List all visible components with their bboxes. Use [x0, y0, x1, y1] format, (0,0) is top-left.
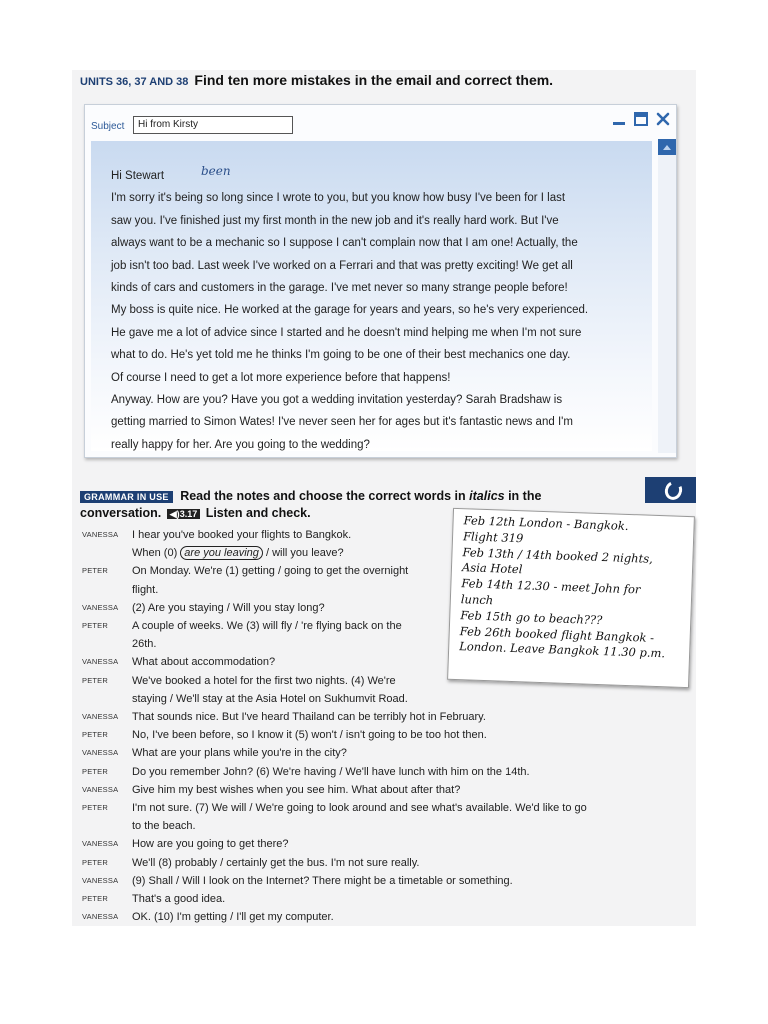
instruction-part-2: in the: [508, 489, 542, 503]
scrollbar[interactable]: [658, 139, 676, 453]
speaker-icon: ◀): [169, 509, 180, 519]
email-line: getting married to Simon Wates! I've never seen her for ages but it's fantastic news and I'm: [111, 416, 573, 429]
speaker-name: PETER: [82, 621, 109, 631]
dialogue-text: staying / We'll stay at the Asia Hotel on Sukhumvit Road.: [132, 692, 408, 705]
dialogue-text: What about accommodation?: [132, 656, 276, 669]
close-icon[interactable]: [656, 112, 670, 126]
dialogue-text: [132, 544, 452, 562]
refresh-icon: [662, 479, 684, 503]
instruction-part-4: Listen and check.: [205, 506, 311, 520]
dialogue-text: What are your plans while you're in the city?: [132, 747, 347, 760]
instruction-part-1: Read the notes and choose the correct words in: [180, 489, 466, 503]
instruction-part-3: conversation.: [80, 506, 162, 520]
minimize-icon[interactable]: [612, 112, 626, 126]
dialogue-text: OK. (10) I'm getting / I'll get my computer.: [132, 911, 334, 924]
dialogue-text: 26th.: [132, 638, 157, 651]
speaker-name: VANESSA: [82, 748, 119, 758]
dialogue-text: That sounds nice. But I've heard Thailand can be terribly hot in February.: [132, 711, 486, 724]
dialogue-text: I'm not sure. (7) We will / We're going to look around and see what's available. We'd like to go: [132, 802, 587, 815]
subject-row: [85, 105, 676, 145]
dialogue-line: [82, 781, 642, 799]
note-line: Feb 12th London - Bangkok.: [463, 513, 629, 533]
instruction-italic: italics: [469, 489, 505, 503]
units-label: UNITS 36, 37 AND 38: [80, 76, 189, 88]
exercise-heading: [80, 72, 690, 88]
dialogue-text: I hear you've booked your flights to Bangkok.: [132, 529, 352, 541]
dialogue-text: We've booked a hotel for the first two nights. (4) We're: [132, 674, 396, 687]
speaker-name: VANESSA: [82, 784, 119, 794]
email-line: kinds of cars and customers in the garage. I've met never so many strange people before!: [111, 282, 568, 295]
speaker-name: VANESSA: [82, 912, 119, 922]
dialogue-text: to the beach.: [132, 820, 196, 833]
dialogue-line: [82, 708, 642, 726]
dialogue-line: [82, 890, 642, 908]
dialogue-text: (9) Shall / Will I look on the Internet? There might be a timetable or something.: [132, 874, 513, 887]
dialogue-text: Do you remember John? (6) We're having / We'll have lunch with him on the 14th.: [132, 765, 530, 778]
dialogue-line: [82, 744, 642, 762]
scroll-up-icon[interactable]: [658, 139, 676, 155]
email-greeting: Hi Stewart: [111, 170, 165, 182]
speaker-name: PETER: [82, 566, 109, 576]
dialogue-text: No, I've been before, so I know it (5) won't / isn't going to be too hot then.: [132, 729, 487, 742]
grammar-badge: GRAMMAR IN USE: [80, 491, 173, 503]
speaker-name: VANESSA: [82, 875, 119, 885]
speaker-name: PETER: [82, 857, 109, 867]
dialogue-text: That's a good idea.: [132, 893, 226, 906]
email-body: [91, 141, 652, 451]
speaker-name: PETER: [82, 766, 109, 776]
dialogue-text: (2) Are you staying / Will you stay long?: [132, 601, 325, 614]
subject-field[interactable]: Hi from Kirsty: [133, 116, 293, 134]
dialogue-text: Give him my best wishes when you see him. What about after that?: [132, 783, 461, 796]
dialogue-line: [82, 908, 642, 926]
note-line: London. Leave Bangkok 11.30 p.m.: [458, 639, 666, 661]
note-line: Feb 26th booked flight Bangkok -: [459, 623, 655, 645]
exercise-instruction: Find ten more mistakes in the email and correct them.: [194, 72, 554, 88]
dialogue-line: [82, 763, 642, 781]
email-line: Anyway. How are you? Have you got a wedding invitation yesterday? Sarah Bradshaw is: [111, 394, 563, 407]
window-controls: [612, 112, 670, 126]
note-line: Asia Hotel: [461, 560, 523, 577]
dialogue-line: [82, 690, 642, 708]
email-line: job isn't too bad. Last week I've worked on a Ferrari and that was pretty exciting! We get all: [111, 259, 573, 272]
email-line: really happy for her. Are you going to the wedding?: [111, 438, 370, 451]
speaker-name: PETER: [82, 803, 109, 813]
email-text: [111, 165, 641, 456]
dialogue-text: A couple of weeks. We (3) will fly / 're flying back on the: [132, 620, 402, 633]
email-line: I'm sorry it's being so long since I wrote to you, but you know how busy I've been for I last: [111, 192, 566, 205]
email-line: He gave me a lot of advice since I started and he doesn't mind helping me when I'm not sure: [111, 326, 582, 339]
speaker-name: PETER: [82, 894, 109, 904]
subject-label: Subject: [91, 121, 125, 132]
note-lines: [459, 513, 692, 663]
audio-track: 3.17: [179, 509, 198, 519]
dialogue-line: [82, 872, 642, 890]
speaker-name: PETER: [82, 675, 109, 685]
dialogue-text-pre: When (0): [132, 547, 181, 560]
email-line: what to do. He's yet told me he thinks I'm going to be one of their best mechanics one day.: [111, 349, 571, 362]
circled-answer: are you leaving: [180, 546, 263, 560]
dialogue-text: flight.: [132, 583, 159, 596]
email-window: [84, 104, 677, 458]
note-line: lunch: [460, 592, 494, 608]
audio-track-badge[interactable]: [167, 509, 200, 519]
dialogue-text: We'll (8) probably / certainly get the bus. I'm not sure really.: [132, 856, 420, 869]
maximize-icon[interactable]: [634, 112, 648, 126]
note-line: Flight 319: [462, 528, 524, 546]
email-line: Of course I need to get a lot more experience before that happens!: [111, 371, 451, 384]
corner-tab: [645, 477, 696, 503]
dialogue-text: On Monday. We're (1) getting / going to get the overnight: [132, 565, 409, 578]
dialogue-line: [82, 817, 642, 835]
dialogue-line: [82, 835, 642, 853]
email-line: My boss is quite nice. He worked at the garage for years and years, so he's very experienced.: [111, 304, 589, 317]
speaker-name: VANESSA: [82, 602, 119, 612]
speaker-name: VANESSA: [82, 839, 119, 849]
email-line: saw you. I've finished just my first month in the new job and it's really hard work. But I've: [111, 214, 559, 227]
handwritten-correction: been: [201, 164, 231, 178]
note-line: Feb 13th / 14th booked 2 nights,: [462, 544, 654, 566]
speaker-name: PETER: [82, 730, 109, 740]
email-line: always want to be a mechanic so I suppose I can't complain now that I am one! Actually, the: [111, 237, 578, 250]
speaker-name: VANESSA: [82, 712, 119, 722]
note-line: Feb 15th go to beach???: [460, 607, 603, 627]
dialogue-line: [82, 854, 642, 872]
dialogue-line: [82, 799, 642, 817]
note-line: Feb 14th 12.30 - meet John for: [461, 576, 641, 597]
speaker-name: VANESSA: [82, 657, 119, 667]
dialogue-text-post: / will you leave?: [262, 547, 344, 560]
speaker-name: VANESSA: [82, 530, 119, 539]
handwritten-note: [447, 508, 695, 688]
dialogue-text: How are you going to get there?: [132, 838, 289, 851]
dialogue-line: [82, 726, 642, 744]
